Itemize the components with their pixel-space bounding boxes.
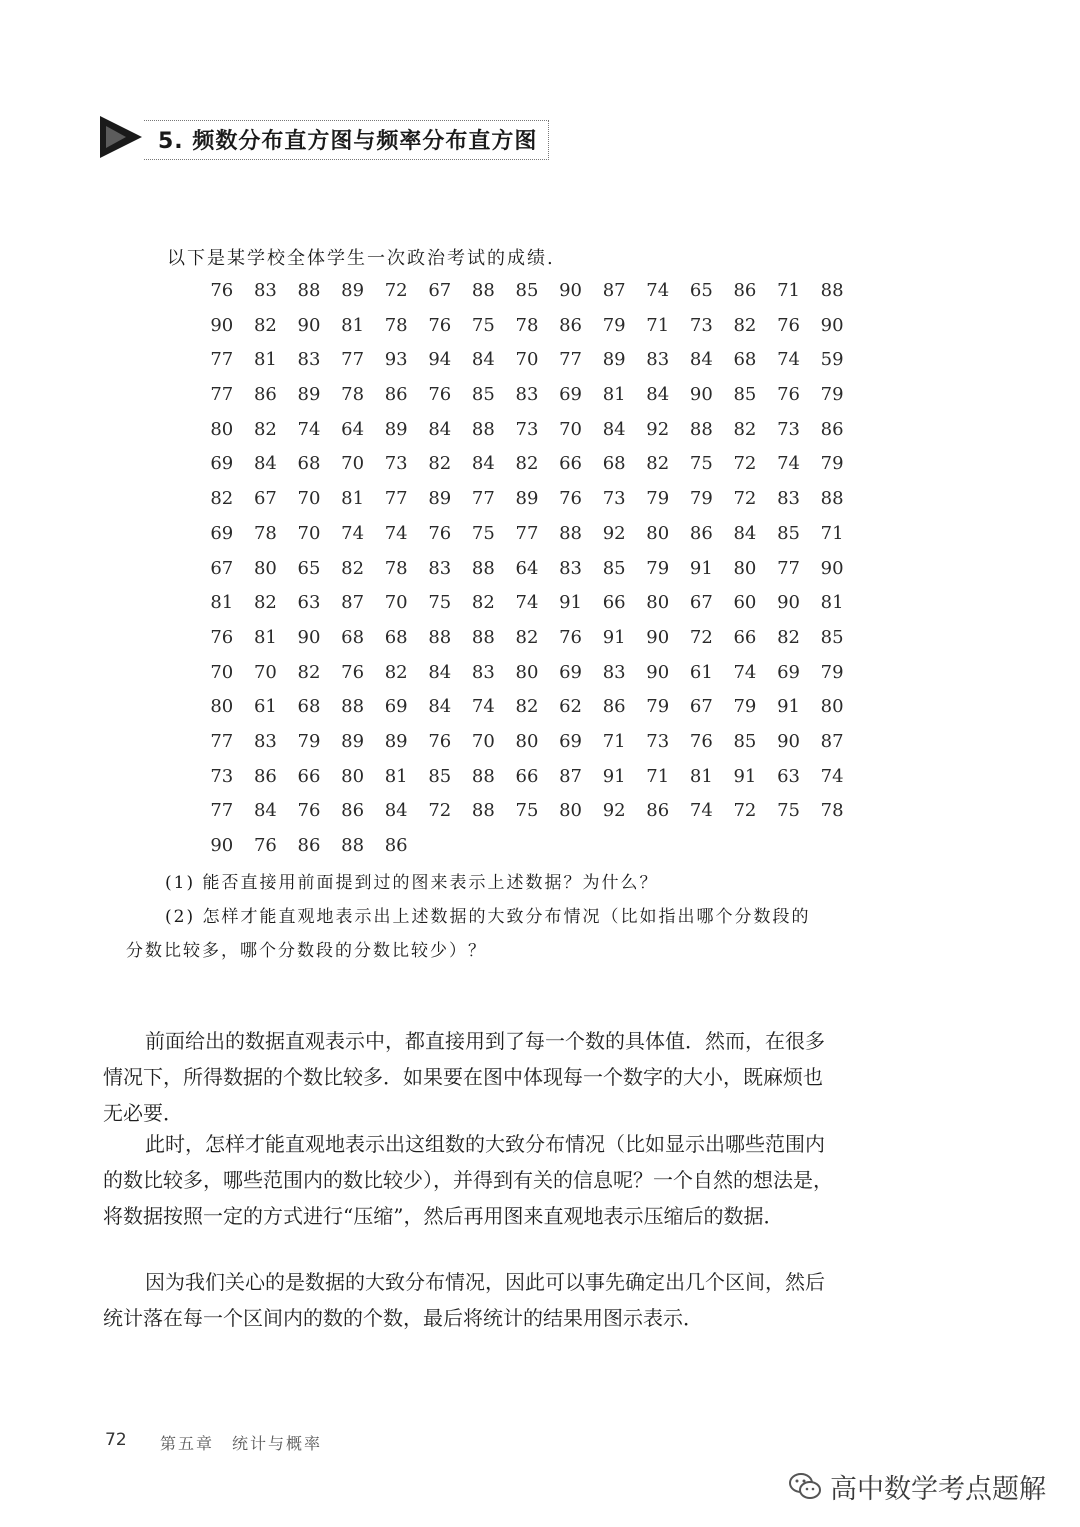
score-cell: 67	[689, 592, 713, 614]
score-cell: 83	[253, 280, 277, 301]
score-cell: 71	[646, 765, 670, 787]
score-cell: 74	[384, 522, 408, 544]
question-1: (1) 能否直接用前面提到过的图来表示上述数据？为什么？	[165, 873, 659, 893]
paragraph-1: 前面给出的数据直观表示中，都直接用到了每一个数的具体值．然而，在很多情况下，所得数据的个数比较多．如果要在图中体现每一个数字的大小，既麻烦也无必要．	[103, 1029, 825, 1125]
score-cell: 90	[297, 314, 321, 336]
score-cell: 70	[515, 349, 539, 371]
score-cell: 82	[515, 626, 539, 648]
score-cell: 61	[689, 661, 713, 683]
score-cell: 89	[297, 384, 321, 406]
score-cell: 82	[646, 453, 670, 475]
score-cell: 81	[820, 592, 844, 614]
score-cell: 87	[820, 730, 844, 752]
score-cell: 85	[428, 765, 452, 787]
score-cell: 76	[428, 314, 452, 336]
score-cell: 85	[471, 384, 495, 406]
score-cell: 83	[602, 661, 626, 683]
score-cell: 86	[341, 800, 365, 822]
score-cell: 86	[253, 384, 277, 406]
section-heading	[96, 112, 556, 162]
score-cell: 79	[689, 488, 713, 510]
score-cell: 83	[297, 349, 321, 371]
score-cell: 77	[210, 384, 234, 406]
score-cell: 82	[515, 696, 539, 718]
score-cell: 70	[341, 453, 365, 475]
score-cell: 76	[559, 626, 582, 648]
score-cell: 76	[341, 661, 365, 683]
score-cell: 68	[602, 453, 626, 475]
score-cell: 80	[210, 696, 234, 718]
score-cell: 63	[777, 765, 800, 787]
score-cell: 86	[384, 384, 408, 406]
score-cell: 89	[341, 280, 365, 301]
score-cell: 89	[428, 488, 452, 510]
score-cell: 82	[471, 592, 495, 614]
score-cell: 66	[733, 626, 757, 648]
score-cell: 76	[428, 522, 452, 544]
score-cell: 72	[733, 488, 757, 510]
score-cell: 78	[384, 314, 408, 336]
score-cell: 77	[777, 557, 800, 579]
score-cell: 85	[777, 522, 800, 544]
score-cell: 80	[515, 661, 539, 683]
score-cell: 81	[253, 349, 277, 371]
score-cell: 90	[820, 314, 844, 336]
score-cell: 84	[471, 453, 495, 475]
score-cell: 74	[297, 418, 321, 440]
score-cell: 60	[733, 592, 757, 614]
score-cell: 85	[733, 730, 757, 752]
score-cell: 86	[559, 314, 582, 336]
score-cell: 80	[253, 557, 277, 579]
score-cell: 89	[602, 349, 626, 371]
score-cell: 91	[777, 696, 800, 718]
score-cell: 88	[820, 488, 844, 510]
score-cell: 79	[646, 557, 670, 579]
score-cell: 91	[559, 592, 582, 614]
score-cell: 66	[602, 592, 626, 614]
score-cell: 94	[428, 349, 452, 371]
score-cell: 86	[733, 280, 757, 301]
score-cell: 91	[733, 765, 757, 787]
score-cell: 64	[341, 418, 365, 440]
score-cell: 72	[733, 453, 757, 475]
section-title: 5. 频数分布直方图与频率分布直方图	[158, 129, 538, 154]
score-cell: 80	[733, 557, 757, 579]
score-cell: 81	[341, 488, 365, 510]
score-cell: 84	[428, 696, 452, 718]
score-cell: 90	[820, 557, 844, 579]
score-cell: 84	[428, 661, 452, 683]
score-cell: 69	[384, 696, 408, 718]
score-cell: 72	[689, 626, 713, 648]
score-cell: 81	[384, 765, 408, 787]
score-cell: 90	[559, 280, 582, 301]
score-cell: 73	[210, 765, 234, 787]
watermark	[788, 1464, 1046, 1508]
score-cell: 90	[210, 314, 234, 336]
score-cell: 70	[559, 418, 582, 440]
page-number: 72	[105, 1430, 127, 1450]
score-cell: 84	[253, 453, 277, 475]
score-cell: 87	[341, 592, 365, 614]
score-cell: 82	[210, 488, 234, 510]
score-cell: 70	[253, 661, 277, 683]
score-cell: 84	[384, 800, 408, 822]
score-cell: 70	[210, 661, 234, 683]
score-cell: 86	[689, 522, 713, 544]
score-cell: 64	[515, 557, 539, 579]
score-cell: 77	[210, 800, 234, 822]
score-cell: 67	[428, 280, 452, 301]
score-cell: 90	[210, 835, 234, 856]
score-cell: 89	[515, 488, 539, 510]
score-cell: 79	[733, 696, 757, 718]
score-cell: 77	[559, 349, 582, 371]
score-cell: 77	[515, 522, 539, 544]
score-cell: 82	[253, 592, 277, 614]
score-cell: 90	[297, 626, 321, 648]
score-cell: 81	[602, 384, 626, 406]
score-cell: 66	[559, 453, 582, 475]
score-cell: 82	[253, 418, 277, 440]
score-cell: 90	[689, 384, 713, 406]
chapter-label: 第五章 统计与概率	[160, 1434, 323, 1453]
score-cell: 84	[471, 349, 495, 371]
score-cell: 65	[689, 280, 713, 301]
score-cell: 72	[733, 800, 757, 822]
score-cell: 79	[646, 696, 670, 718]
score-cell: 77	[341, 349, 365, 371]
score-cell: 86	[602, 696, 626, 718]
score-cell: 84	[733, 522, 757, 544]
score-cell: 83	[428, 557, 452, 579]
score-cell: 84	[602, 418, 626, 440]
paragraph-2: 此时，怎样才能直观地表示出这组数的大致分布情况（比如显示出哪些范围内的数比较多，哪些范围内的数比较少），并得到有关的信息呢？一个自然的想法是，将数据按照一定的方式进行“压缩”，然后再用图来直观地表示压缩后的数据．	[103, 1132, 833, 1228]
score-cell: 84	[428, 418, 452, 440]
score-cell: 88	[297, 280, 321, 301]
score-cell: 80	[646, 592, 670, 614]
score-cell: 77	[471, 488, 495, 510]
score-table	[200, 274, 854, 864]
score-cell: 66	[297, 765, 321, 787]
score-cell: 70	[384, 592, 408, 614]
score-cell: 85	[820, 626, 844, 648]
score-cell: 78	[341, 384, 365, 406]
score-cell: 82	[428, 453, 452, 475]
score-cell: 76	[777, 314, 800, 336]
score-cell: 68	[384, 626, 408, 648]
score-cell: 88	[559, 522, 582, 544]
score-cell: 82	[777, 626, 800, 648]
score-cell: 82	[733, 314, 757, 336]
score-cell: 90	[777, 592, 800, 614]
score-cell: 71	[602, 730, 626, 752]
score-cell: 69	[559, 661, 582, 683]
score-cell: 69	[559, 730, 582, 752]
score-cell: 89	[384, 730, 408, 752]
intro-text: 以下是某学校全体学生一次政治考试的成绩.	[167, 248, 555, 269]
score-cell: 73	[384, 453, 408, 475]
score-cell: 70	[471, 730, 495, 752]
score-cell: 91	[689, 557, 713, 579]
score-cell: 79	[820, 384, 844, 406]
score-cell: 83	[515, 384, 539, 406]
score-cell: 86	[384, 835, 408, 856]
score-cell: 86	[646, 800, 670, 822]
score-cell: 77	[384, 488, 408, 510]
score-cell: 78	[515, 314, 539, 336]
score-cell: 67	[210, 557, 234, 579]
score-cell: 82	[384, 661, 408, 683]
score-cell: 85	[733, 384, 757, 406]
score-cell: 89	[341, 730, 365, 752]
score-cell: 92	[646, 418, 670, 440]
score-cell: 81	[253, 626, 277, 648]
score-cell: 79	[646, 488, 670, 510]
score-cell: 62	[559, 696, 582, 718]
wechat-icon	[788, 1471, 822, 1501]
score-cell: 88	[471, 418, 495, 440]
score-cell: 73	[689, 314, 713, 336]
score-cell: 88	[341, 696, 365, 718]
score-cell: 76	[297, 800, 321, 822]
score-cell: 80	[515, 730, 539, 752]
score-cell: 76	[210, 626, 234, 648]
score-cell: 75	[777, 800, 800, 822]
question-2-line-2: 分数比较多，哪个分数段的分数比较少）？	[126, 941, 487, 961]
score-cell: 74	[646, 280, 670, 301]
score-cell: 76	[210, 280, 234, 301]
score-cell: 83	[646, 349, 670, 371]
score-cell: 84	[689, 349, 713, 371]
score-cell: 65	[297, 557, 321, 579]
score-cell: 76	[777, 384, 800, 406]
score-cell: 88	[471, 765, 495, 787]
score-cell: 76	[428, 384, 452, 406]
score-cell: 68	[297, 453, 321, 475]
score-cell: 82	[297, 661, 321, 683]
score-cell: 73	[602, 488, 626, 510]
score-cell: 74	[733, 661, 757, 683]
score-cell: 74	[689, 800, 713, 822]
score-cell: 61	[253, 696, 277, 718]
score-cell: 75	[471, 522, 495, 544]
watermark-text: 高中数学考点题解	[830, 1473, 1046, 1505]
score-cell: 83	[471, 661, 495, 683]
score-cell: 86	[253, 765, 277, 787]
score-cell: 76	[428, 730, 452, 752]
score-cell: 88	[428, 626, 452, 648]
score-cell: 77	[210, 730, 234, 752]
score-cell: 73	[777, 418, 800, 440]
score-cell: 80	[210, 418, 234, 440]
score-cell: 67	[253, 488, 277, 510]
score-cell: 69	[210, 453, 234, 475]
score-cell: 70	[297, 522, 321, 544]
score-cell: 71	[646, 314, 670, 336]
score-cell: 68	[733, 349, 757, 371]
score-cell: 69	[777, 661, 800, 683]
score-cell: 75	[428, 592, 452, 614]
score-cell: 80	[559, 800, 582, 822]
score-cell: 92	[602, 800, 626, 822]
score-cell: 85	[602, 557, 626, 579]
score-cell: 74	[777, 349, 800, 371]
score-cell: 81	[341, 314, 365, 336]
score-cell: 80	[820, 696, 844, 718]
score-cell: 88	[471, 626, 495, 648]
score-cell: 93	[384, 349, 408, 371]
score-cell: 83	[559, 557, 582, 579]
score-cell: 88	[820, 280, 844, 301]
score-cell: 90	[646, 626, 670, 648]
score-cell: 76	[689, 730, 713, 752]
score-cell: 82	[341, 557, 365, 579]
score-cell: 76	[559, 488, 582, 510]
score-cell: 82	[515, 453, 539, 475]
score-cell: 72	[384, 280, 408, 301]
score-cell: 78	[384, 557, 408, 579]
score-cell: 75	[689, 453, 713, 475]
score-cell: 75	[515, 800, 539, 822]
paragraph-3: 因为我们关心的是数据的大致分布情况，因此可以事先确定出几个区间，然后统计落在每一个区间内的数的个数，最后将统计的结果用图示表示．	[103, 1270, 825, 1330]
score-cell: 87	[559, 765, 582, 787]
score-cell: 67	[689, 696, 713, 718]
score-cell: 71	[777, 280, 800, 301]
score-cell: 80	[341, 765, 365, 787]
score-cell: 78	[820, 800, 844, 822]
score-cell: 90	[646, 661, 670, 683]
score-cell: 73	[646, 730, 670, 752]
score-cell: 88	[689, 418, 713, 440]
score-cell: 90	[777, 730, 800, 752]
score-cell: 79	[297, 730, 321, 752]
score-cell: 68	[297, 696, 321, 718]
score-cell: 70	[297, 488, 321, 510]
score-cell: 91	[602, 765, 626, 787]
score-cell: 75	[471, 314, 495, 336]
heading-triangle-icon	[96, 112, 146, 162]
score-cell: 81	[689, 765, 713, 787]
score-cell: 71	[820, 522, 844, 544]
score-cell: 82	[733, 418, 757, 440]
score-cell: 66	[515, 765, 539, 787]
score-cell: 73	[515, 418, 539, 440]
score-cell: 82	[253, 314, 277, 336]
score-cell: 86	[297, 835, 321, 856]
score-cell: 83	[253, 730, 277, 752]
score-cell: 74	[515, 592, 539, 614]
score-cell: 76	[253, 835, 277, 856]
question-2-line-1: (2) 怎样才能直观地表示出上述数据的大致分布情况（比如指出哪个分数段的	[165, 907, 811, 927]
score-cell: 87	[602, 280, 626, 301]
score-cell: 92	[602, 522, 626, 544]
score-cell: 91	[602, 626, 626, 648]
score-cell: 89	[384, 418, 408, 440]
score-cell: 63	[297, 592, 321, 614]
score-cell: 68	[341, 626, 365, 648]
score-cell: 88	[471, 557, 495, 579]
score-cell: 74	[820, 765, 844, 787]
score-cell: 79	[820, 661, 844, 683]
score-cell: 74	[777, 453, 800, 475]
score-cell: 88	[471, 800, 495, 822]
score-cell: 80	[646, 522, 670, 544]
score-cell: 86	[820, 418, 844, 440]
score-cell: 79	[602, 314, 626, 336]
score-cell: 88	[341, 835, 365, 856]
score-cell: 88	[471, 280, 495, 301]
score-cell: 74	[471, 696, 495, 718]
score-cell: 83	[777, 488, 800, 510]
score-cell: 78	[253, 522, 277, 544]
score-cell: 72	[428, 800, 452, 822]
score-cell: 84	[253, 800, 277, 822]
score-cell: 79	[820, 453, 844, 475]
score-cell: 84	[646, 384, 670, 406]
score-cell: 74	[341, 522, 365, 544]
score-cell: 69	[559, 384, 582, 406]
score-cell: 81	[210, 592, 234, 614]
score-cell: 69	[210, 522, 234, 544]
score-cell: 85	[515, 280, 539, 301]
score-cell: 77	[210, 349, 234, 371]
score-cell: 59	[820, 349, 844, 371]
